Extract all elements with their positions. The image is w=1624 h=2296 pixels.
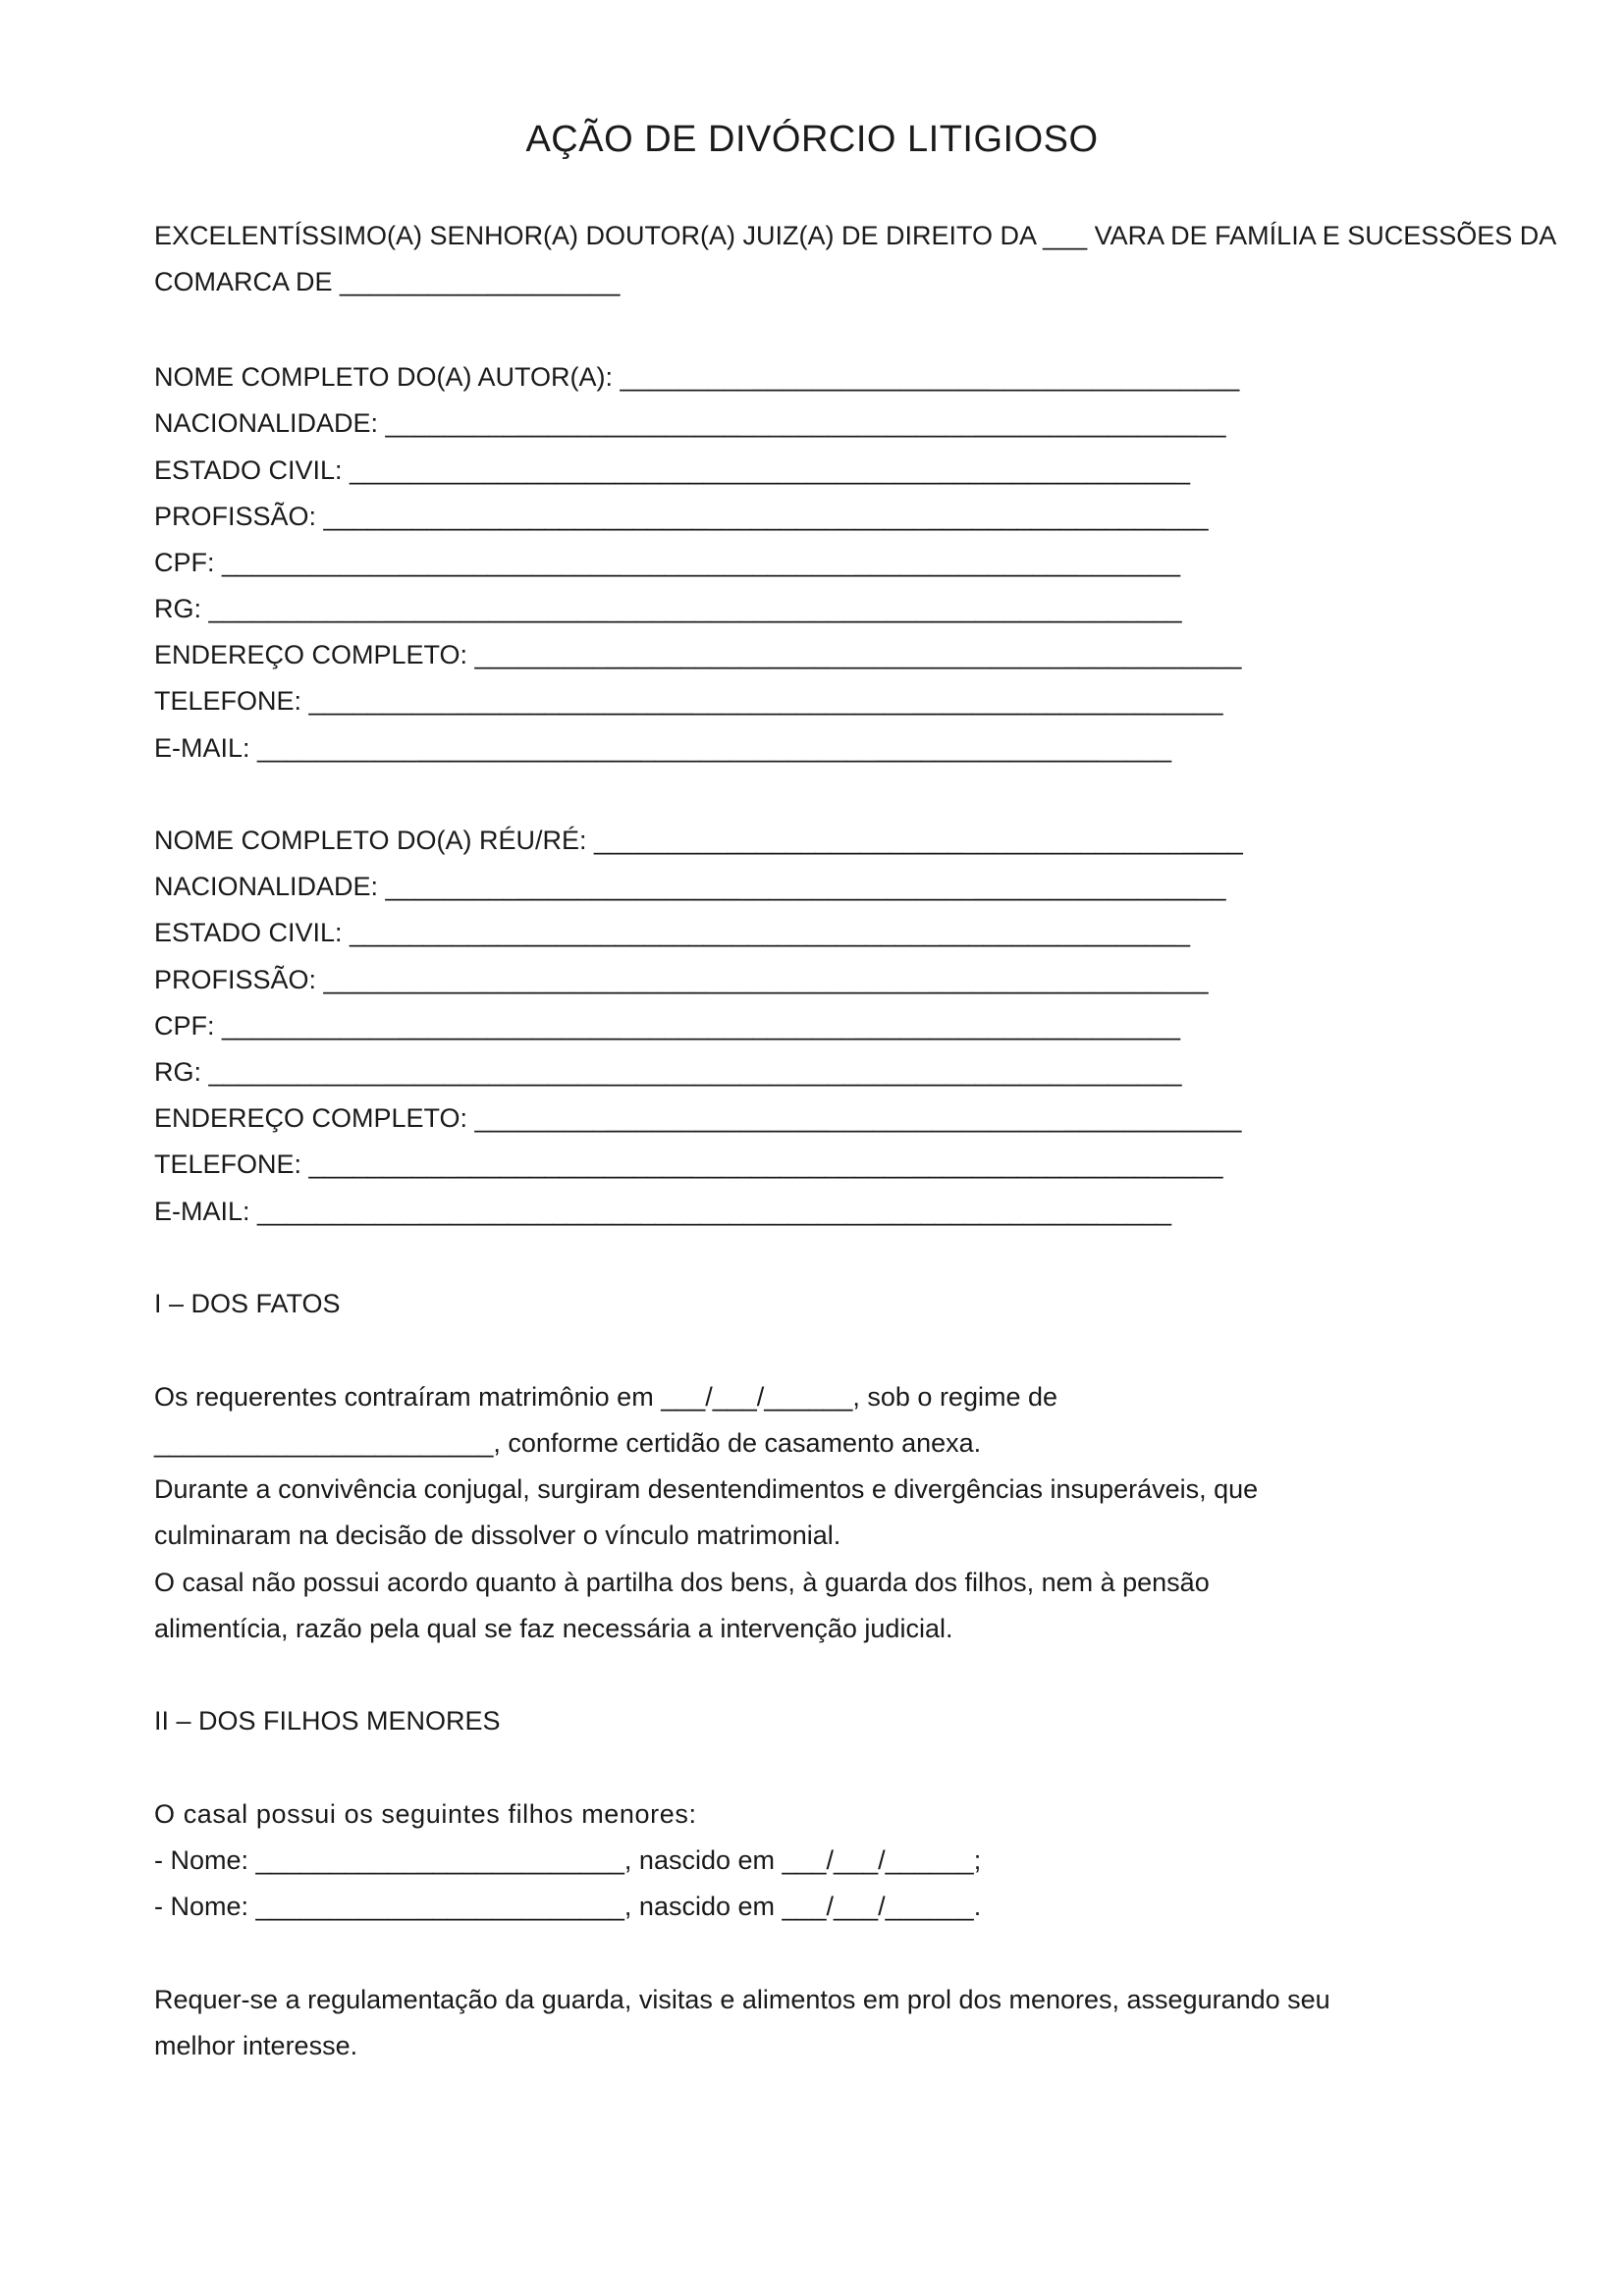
filho-entry: - Nome: _________________________, nascido em ___/___/______.: [154, 1892, 982, 1921]
section-heading-fatos: I – DOS FATOS: [154, 1289, 341, 1318]
filho-entry: - Nome: _________________________, nascido em ___/___/______;: [154, 1845, 982, 1875]
autor-rg-field: RG: __________________________________________________________________: [154, 594, 1182, 623]
autor-cpf-field: CPF: _________________________________________________________________: [154, 548, 1181, 577]
court-address-line-1: EXCELENTÍSSIMO(A) SENHOR(A) DOUTOR(A) JUIZ(A) DE DIREITO DA ___ VARA DE FAMÍLIA E SUCESSÕES DA: [154, 221, 1557, 250]
autor-nacionalidade-field: NACIONALIDADE: _________________________________________________________: [154, 408, 1226, 438]
reu-email-field: E-MAIL: ______________________________________________________________: [154, 1197, 1172, 1226]
autor-email-field: E-MAIL: ______________________________________________________________: [154, 733, 1172, 763]
autor-nome-field: NOME COMPLETO DO(A) AUTOR(A): __________________________________________: [154, 362, 1240, 392]
section-heading-filhos: II – DOS FILHOS MENORES: [154, 1706, 501, 1735]
filhos-closing-line: melhor interesse.: [154, 2031, 358, 2060]
document-title: AÇÃO DE DIVÓRCIO LITIGIOSO: [525, 119, 1099, 160]
reu-estado-civil-field: ESTADO CIVIL: _________________________________________________________: [154, 918, 1190, 947]
reu-profissao-field: PROFISSÃO: ____________________________________________________________: [154, 965, 1209, 994]
autor-profissao-field: PROFISSÃO: ____________________________________________________________: [154, 502, 1209, 531]
reu-nacionalidade-field: NACIONALIDADE: _________________________________________________________: [154, 872, 1226, 901]
fatos-paragraph-line: O casal não possui acordo quanto à partilha dos bens, à guarda dos filhos, nem à pensão: [154, 1568, 1210, 1597]
fatos-paragraph-line: Os requerentes contraíram matrimônio em ___/___/______, sob o regime de: [154, 1382, 1058, 1412]
court-address-line-2: COMARCA DE ___________________: [154, 267, 621, 296]
reu-rg-field: RG: __________________________________________________________________: [154, 1057, 1182, 1087]
filhos-closing-line: Requer-se a regulamentação da guarda, visitas e alimentos em prol dos menores, assegurando seu: [154, 1985, 1330, 2014]
reu-endereco-field: ENDEREÇO COMPLETO: ____________________________________________________: [154, 1103, 1242, 1133]
reu-cpf-field: CPF: _________________________________________________________________: [154, 1011, 1181, 1041]
fatos-paragraph-line: _______________________, conforme certidão de casamento anexa.: [154, 1428, 982, 1458]
autor-endereco-field: ENDEREÇO COMPLETO: ____________________________________________________: [154, 640, 1242, 669]
reu-nome-field: NOME COMPLETO DO(A) RÉU/RÉ: ____________________________________________: [154, 826, 1243, 855]
fatos-paragraph-line: culminaram na decisão de dissolver o vínculo matrimonial.: [154, 1521, 841, 1550]
filhos-intro: O casal possui os seguintes filhos menores:: [154, 1799, 697, 1829]
autor-telefone-field: TELEFONE: ______________________________________________________________: [154, 686, 1223, 716]
fatos-paragraph-line: Durante a convivência conjugal, surgiram desentendimentos e divergências insuperáveis, que: [154, 1474, 1259, 1504]
autor-estado-civil-field: ESTADO CIVIL: _________________________________________________________: [154, 455, 1190, 485]
reu-telefone-field: TELEFONE: ______________________________________________________________: [154, 1149, 1223, 1179]
fatos-paragraph-line: alimentícia, razão pela qual se faz necessária a intervenção judicial.: [154, 1614, 953, 1643]
